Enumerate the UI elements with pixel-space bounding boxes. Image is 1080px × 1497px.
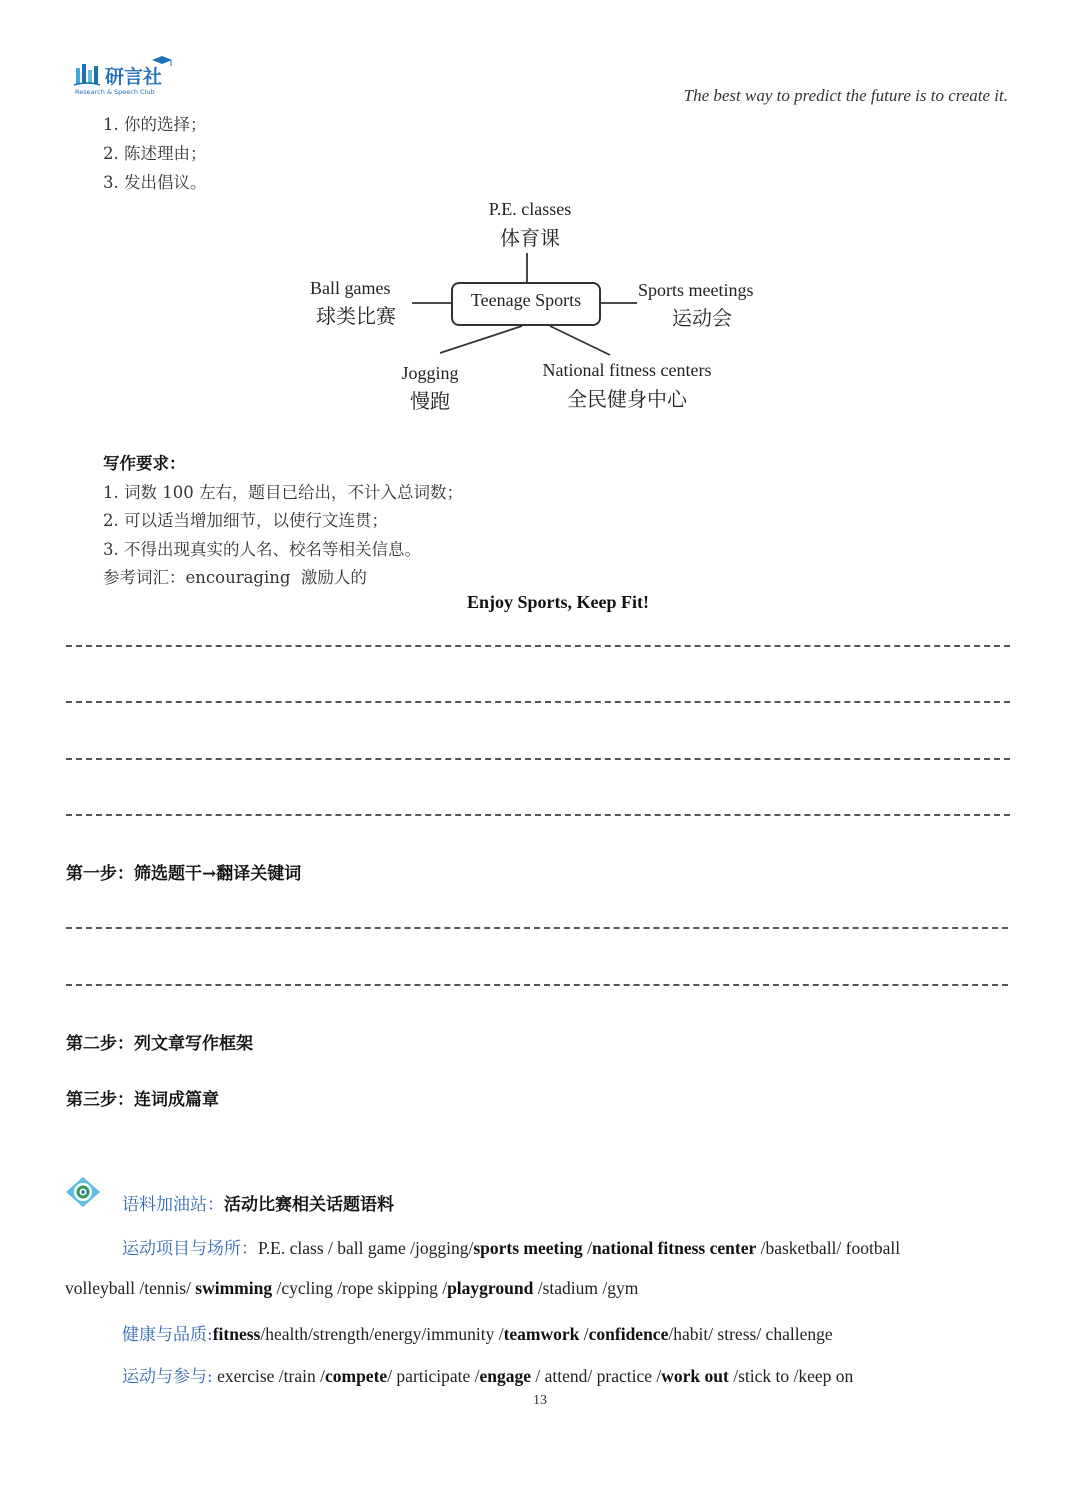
diagram-center: Teenage Sports xyxy=(470,290,582,310)
corpus-line-health-qualities: 健康与品质:fitness/health/strength/energy/immunity /teamwork /confidence/habit/ stress/ challenge xyxy=(122,1324,833,1345)
logo-subtitle: Research & Speech Club xyxy=(75,88,155,96)
step-2: 第二步：列文章写作框架 xyxy=(66,1034,253,1054)
requirement-2: 2. 可以适当增加细节，以使行文连贯； xyxy=(103,511,388,530)
corpus-line-participation: 运动与参与: exercise /train /compete/ participate /engage / attend/ practice /work out /stick to /keep on xyxy=(122,1366,854,1387)
writing-line xyxy=(66,927,1008,929)
diagram-right-en: Sports meetings xyxy=(638,280,754,300)
corpus-line-sports-venues-cont: volleyball /tennis/ swimming /cycling /rope skipping /playground /stadium /gym xyxy=(65,1278,639,1298)
task-point-3: 3. 发出倡议。 xyxy=(103,173,207,192)
corpus-label: 语料加油站： xyxy=(122,1195,224,1215)
category-label-sports-venues: 运动项目与场所： xyxy=(122,1239,258,1259)
page-number: 13 xyxy=(533,1393,547,1408)
writing-line xyxy=(66,701,1010,703)
writing-line xyxy=(66,645,1010,647)
mind-map-diagram xyxy=(300,195,790,415)
diagram-left-cn: 球类比赛 xyxy=(316,304,396,328)
requirements-heading: 写作要求： xyxy=(103,454,186,473)
diagram-right-cn: 运动会 xyxy=(672,306,732,330)
task-point-2: 2. 陈述理由； xyxy=(103,144,207,163)
essay-title: Enjoy Sports, Keep Fit! xyxy=(467,592,649,612)
header-motto: The best way to predict the future is to create it. xyxy=(683,86,1008,105)
requirement-1: 1. 词数 100 左右，题目已给出，不计入总词数； xyxy=(103,483,463,502)
step-1: 第一步：筛选题干→翻译关键词 xyxy=(66,864,302,884)
writing-line xyxy=(66,814,1010,816)
diagram-bottom-left-en: Jogging xyxy=(401,363,459,383)
corpus-line-sports-venues: 运动项目与场所：P.E. class / ball game /jogging/sports meeting /national fitness center /basketball/ football xyxy=(122,1238,901,1259)
diagram-left-en: Ball games xyxy=(310,278,391,298)
diagram-top-cn: 体育课 xyxy=(500,226,560,250)
requirement-3: 3. 不得出现真实的人名、校名等相关信息。 xyxy=(103,540,421,559)
diagram-top-en: P.E. classes xyxy=(488,199,572,219)
writing-line xyxy=(66,758,1010,760)
logo-text: 研言社 xyxy=(105,66,163,88)
category-label-participation: 运动与参与: xyxy=(122,1367,213,1387)
vocab-reference: 参考词汇：encouraging 激励人的 xyxy=(103,568,367,587)
corpus-title: 活动比赛相关话题语料 xyxy=(224,1195,394,1215)
diagram-bottom-left-cn: 慢跑 xyxy=(410,389,450,413)
corpus-heading xyxy=(122,1190,394,1215)
diagram-bottom-right-cn: 全民健身中心 xyxy=(567,387,687,411)
target-icon xyxy=(64,1175,102,1209)
step-3: 第三步：连词成篇章 xyxy=(66,1090,219,1110)
diagram-bottom-right-en: National fitness centers xyxy=(542,360,712,380)
writing-line xyxy=(66,984,1008,986)
category-label-health-qualities: 健康与品质: xyxy=(122,1325,213,1345)
task-point-1: 1. 你的选择； xyxy=(103,115,207,134)
